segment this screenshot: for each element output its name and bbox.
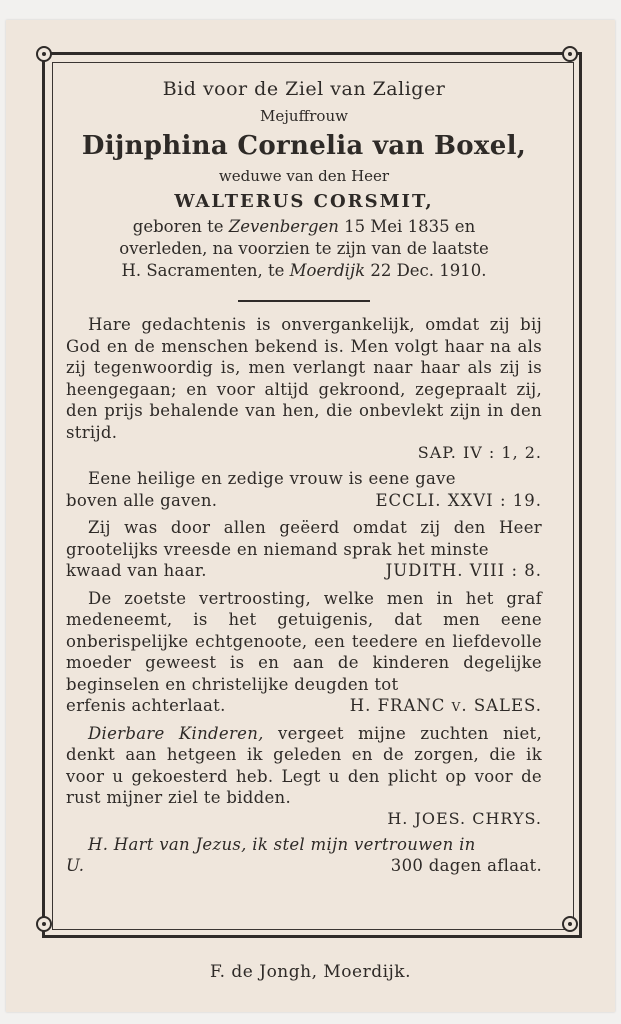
- deceased-name: Dijnphina Cornelia van Boxel,: [81, 131, 527, 161]
- reference-sapientia: SAP. IV : 1, 2.: [417, 443, 542, 462]
- passage-text: erfenis achterlaat.: [66, 696, 226, 715]
- passage-ecclesiasticus: Eene heilige en zedige vrouw is eene gave: [88, 469, 456, 488]
- card-content: [66, 78, 542, 877]
- sacred-heart-prayer: H. Hart van Jezus, ik stel mijn vertrouwen in: [88, 834, 476, 854]
- reference-francis-de-sales: H. FRANC v. SALES.: [349, 696, 542, 715]
- passage-chrysostom: [66, 723, 542, 809]
- passage-judith: Zij was door allen geëerd omdat zij den Heer grootelijks vreesde en niemand sprak het minste: [66, 518, 542, 559]
- death-line: overleden, na voorzien te zijn van de laatste: [119, 239, 489, 258]
- passage-text: vergeet mijne zuchten niet, denkt aan hetgeen ik geleden en de zorgen, die ik voor u gekoesterd heb. Legt u den plicht op voor de rust mijner ziel te bidden.: [66, 723, 542, 807]
- birth-date: 15 Mei 1835 en: [338, 217, 476, 236]
- husband-name: WALTERUS CORSMIT,: [174, 191, 434, 212]
- born-prefix: geboren te: [132, 217, 229, 236]
- corner-ornament-icon: [36, 46, 52, 62]
- dear-children-address: Dierbare Kinderen,: [88, 723, 264, 743]
- reference-chrysostom: H. JOES. CHRYS.: [387, 808, 542, 828]
- honorific: Mejuffrouw: [260, 107, 348, 125]
- life-dates: [66, 216, 542, 282]
- prayer-heading: Bid voor de Ziel van Zaliger: [162, 78, 446, 100]
- passage-ecclesiasticus-end: [66, 490, 542, 512]
- passage-text: boven alle gaven.: [66, 490, 218, 510]
- sacraments-text: H. Sacramenten, te: [121, 261, 290, 280]
- prayer-text: U.: [66, 856, 85, 875]
- birth-place: Zevenbergen: [228, 217, 339, 236]
- passage-francis-end: [66, 695, 542, 717]
- corner-ornament-icon: [562, 46, 578, 62]
- passage-sapientia: Hare gedachtenis is onvergankelijk, omdat zij bij God en de menschen bekend is. Men volgt haar na als zij tegenwoordig is, men verlangt naar haar als zij is heengegaan; en voor altijd gekroond, zegepraalt zij, den prijs behalende van hen, die onbevlekt zijn in den strijd.: [66, 315, 542, 442]
- reference-ecclesiasticus: ECCLI. XXVI : 19.: [375, 490, 542, 510]
- widow-of-line: weduwe van den Heer: [218, 167, 390, 185]
- printer-credit: F. de Jongh, Moerdijk.: [209, 962, 412, 982]
- corner-ornament-icon: [562, 916, 578, 932]
- death-place: Moerdijk: [289, 261, 366, 280]
- corner-ornament-icon: [36, 916, 52, 932]
- passage-judith-end: [66, 560, 542, 582]
- passage-text: kwaad van haar.: [66, 561, 207, 580]
- passage-francis-de-sales: De zoetste vertroosting, welke men in het graf medeneemt, is het getuigenis, dat men eene onberispelijke echtgenoote, een teedere en liefdevolle moeder geweest is en aan de kinderen degelijke beginselen en christelijke deugden tot: [66, 588, 542, 694]
- sacred-heart-prayer-end: [66, 855, 542, 877]
- indulgence-note: 300 dagen aflaat.: [390, 856, 542, 875]
- divider: [238, 300, 370, 302]
- reference-judith: JUDITH. VIII : 8.: [385, 561, 542, 580]
- death-date: 22 Dec. 1910.: [365, 261, 487, 280]
